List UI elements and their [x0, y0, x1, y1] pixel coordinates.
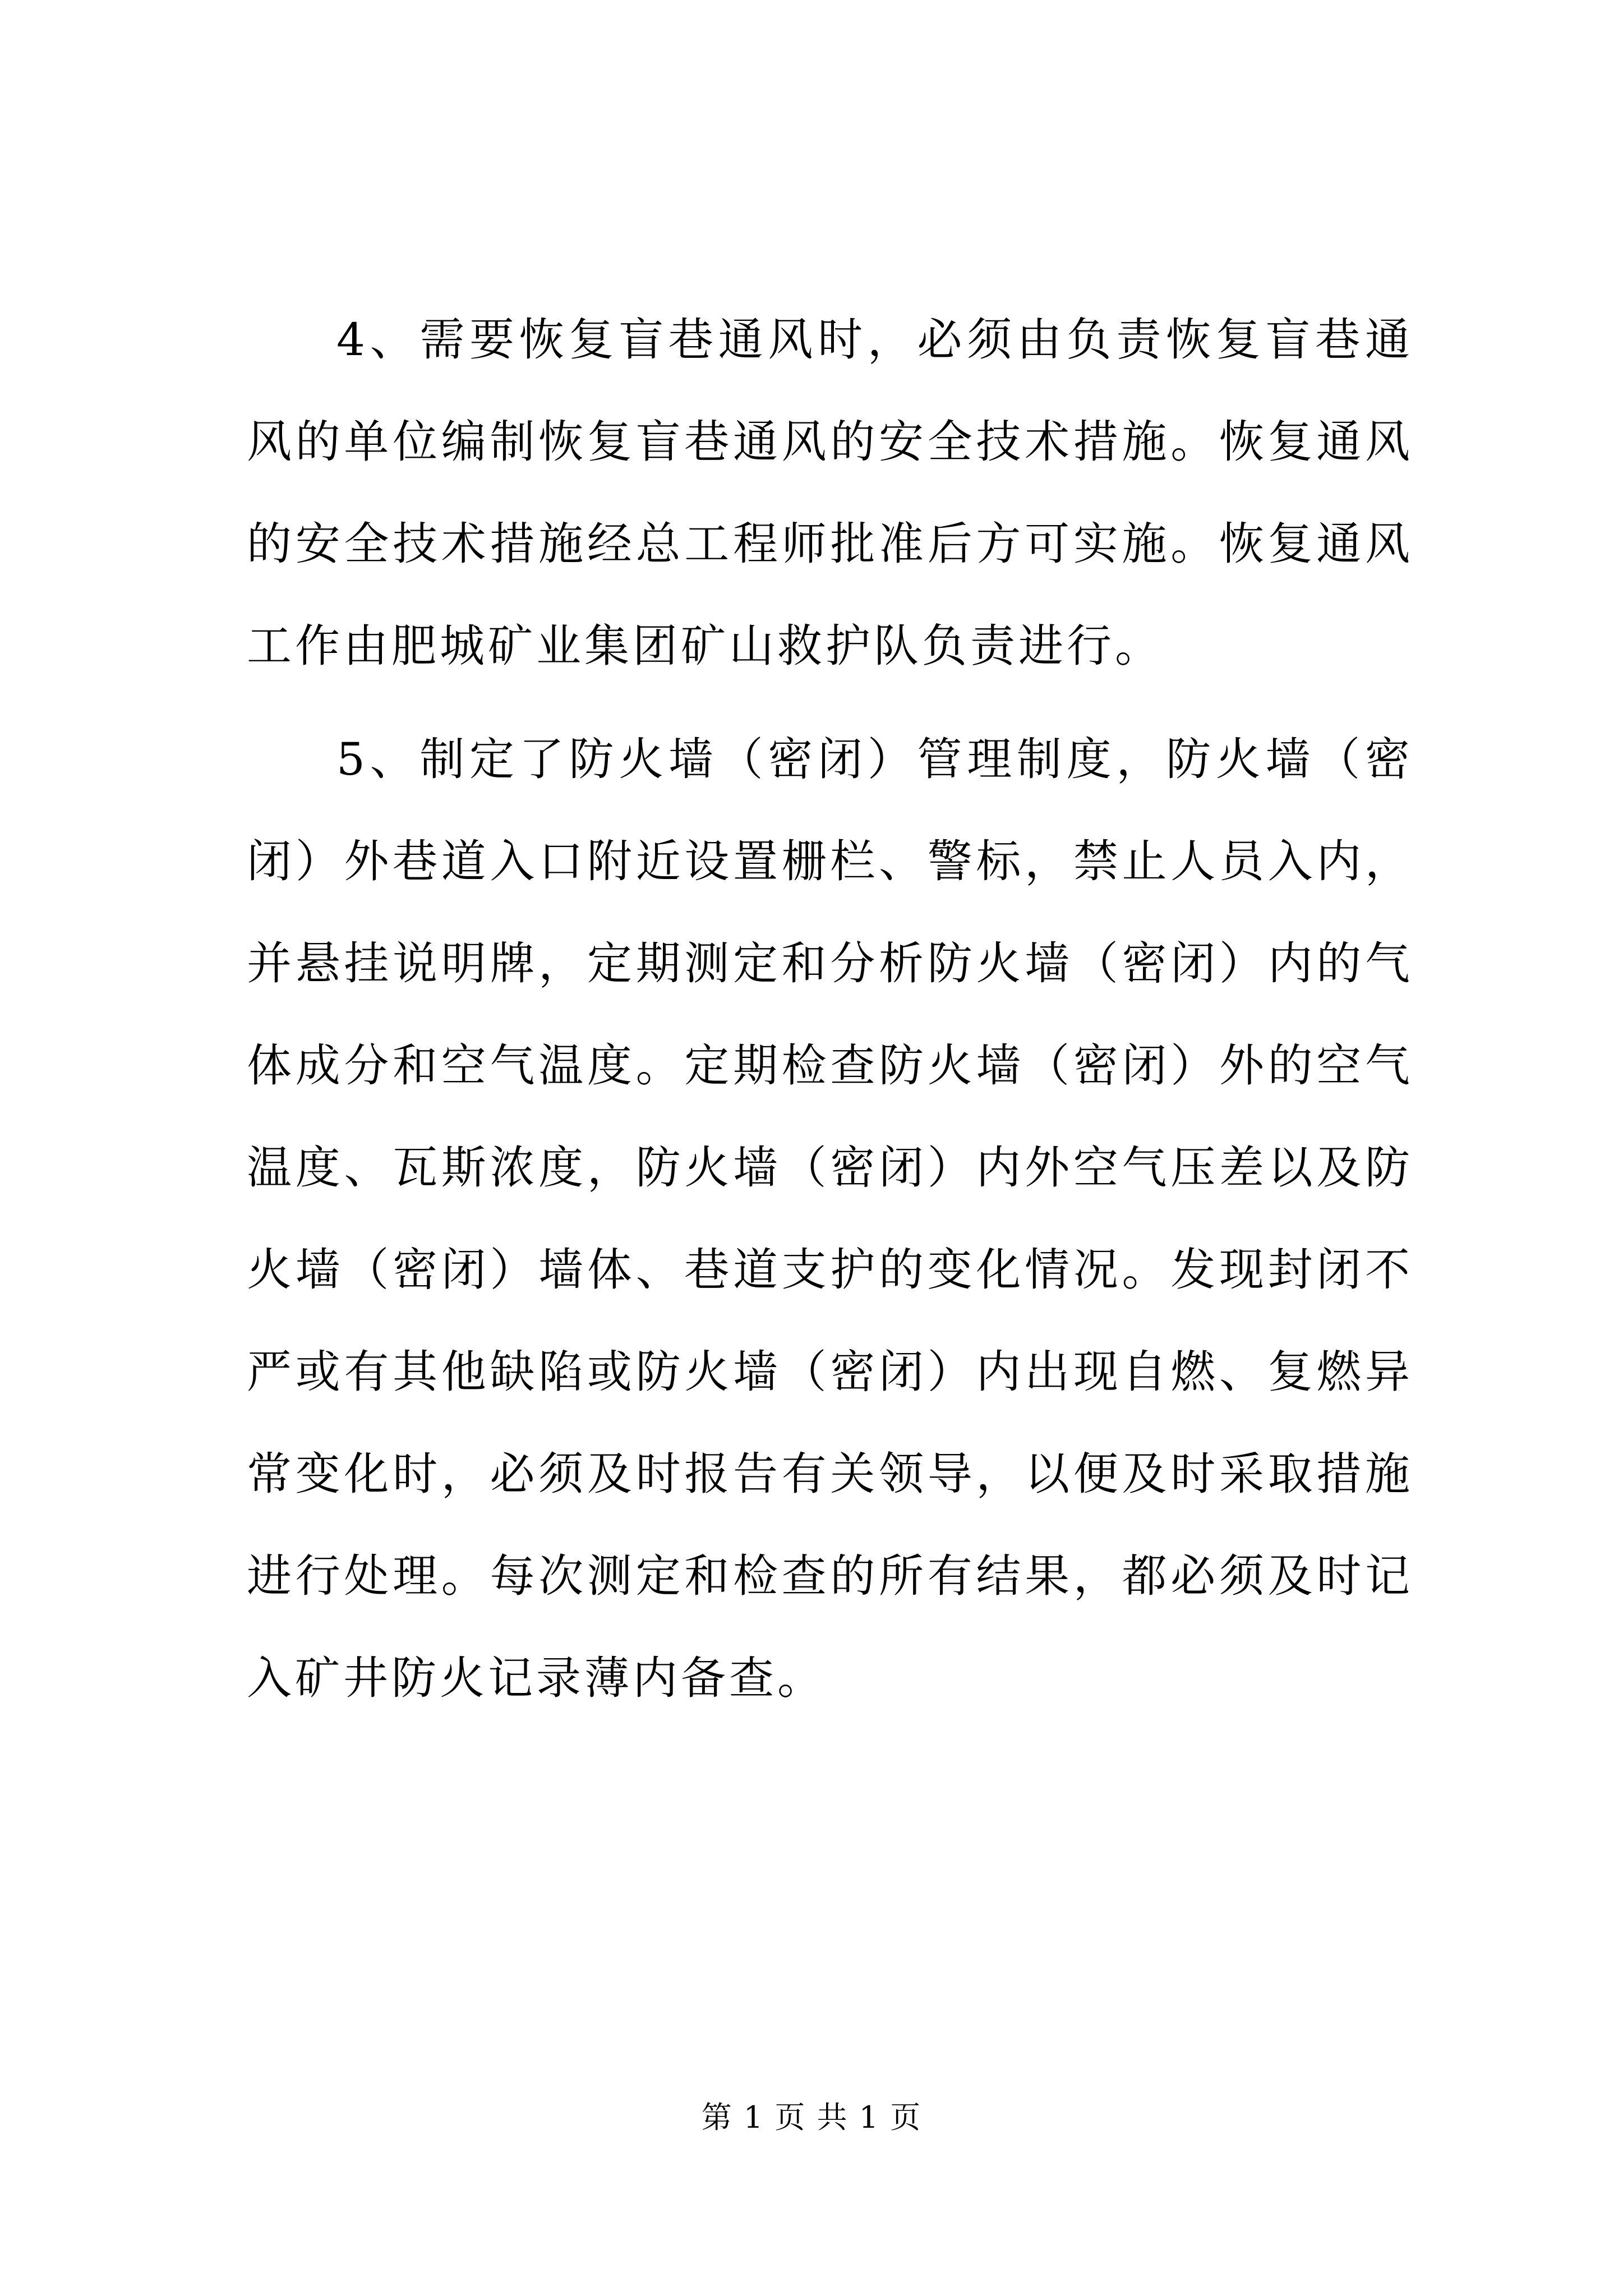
paragraph-4-reventilation: 4、需要恢复盲巷通风时，必须由负责恢复盲巷通风的单位编制恢复盲巷通风的安全技术措施。恢复通风的安全技术措施经总工程师批准后方可实施。恢复通风工作由肥城矿业集团矿山救护队负责进行。 — [247, 314, 1413, 672]
document-body — [247, 289, 1413, 1729]
page-footer: 第 1 页 共 1 页 — [701, 2100, 922, 2135]
paragraph-5-firewall-management: 5、制定了防火墙（密闭）管理制度，防火墙（密闭）外巷道入口附近设置栅栏、警标，禁止人员入内，并悬挂说明牌，定期测定和分析防火墙（密闭）内的气体成分和空气温度。定期检查防火墙（密闭）外的空气温度、瓦斯浓度，防火墙（密闭）内外空气压差以及防火墙（密闭）墙体、巷道支护的变化情况。发现封闭不严或有其他缺陷或防火墙（密闭）内出现自燃、复燃异常变化时，必须及时报告有关领导，以便及时采取措施进行处理。每次测定和检查的所有结果，都必须及时记入矿井防火记录薄内备查。 — [247, 733, 1413, 1704]
